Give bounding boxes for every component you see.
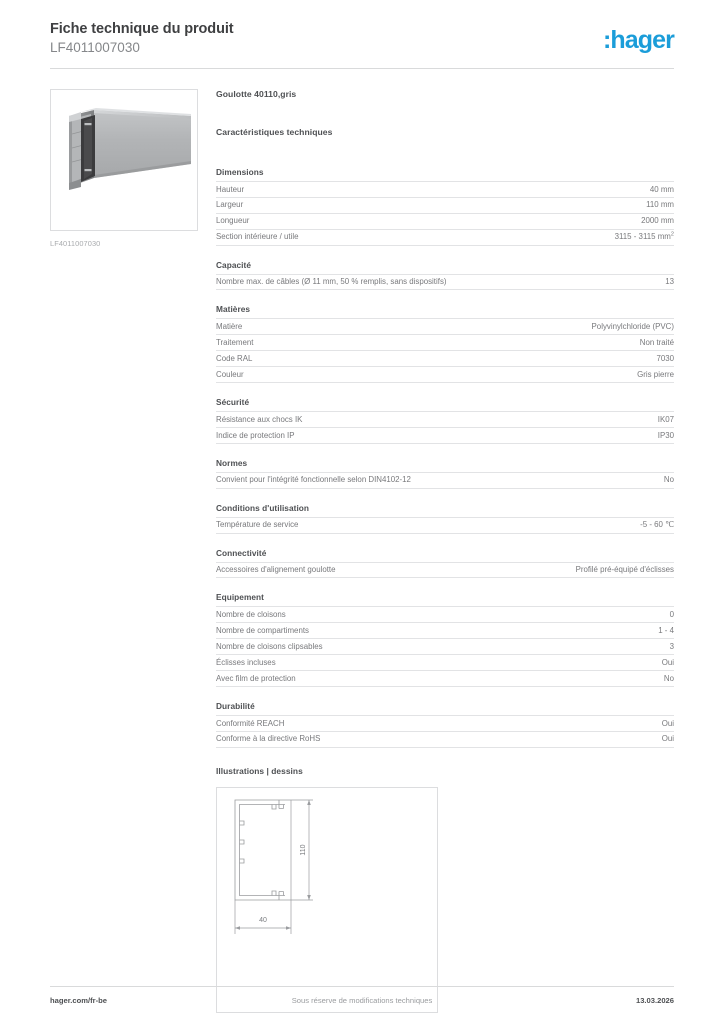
spec-table — [216, 318, 674, 383]
table-row — [216, 562, 674, 578]
spec-label: Nombre de compartiments — [216, 623, 500, 639]
header-divider — [50, 68, 674, 69]
spec-group — [216, 458, 674, 489]
product-photo-frame — [50, 89, 198, 231]
spec-group — [216, 592, 674, 686]
spec-group — [216, 167, 674, 246]
spec-group-title: Capacité — [216, 259, 251, 270]
header-titles — [50, 20, 233, 57]
spec-group — [216, 701, 674, 748]
spec-value: Oui — [500, 715, 674, 731]
spec-label: Éclisses incluses — [216, 655, 500, 671]
spec-value: 110 mm — [500, 197, 674, 213]
product-photo-column — [50, 89, 198, 248]
table-row — [216, 319, 674, 335]
table-row — [216, 517, 674, 533]
footer-divider — [50, 986, 674, 987]
spec-label: Hauteur — [216, 182, 500, 198]
footer-website[interactable]: hager.com/fr-be — [50, 996, 107, 1005]
table-row — [216, 623, 674, 639]
product-photo-caption: LF4011007030 — [50, 239, 101, 248]
table-row — [216, 472, 674, 488]
spec-value: No — [500, 671, 674, 687]
spec-group — [216, 548, 674, 579]
spec-value: Profilé pré-équipé d'éclisses — [500, 562, 674, 578]
spec-group-title: Conditions d'utilisation — [216, 502, 310, 513]
spec-label: Avec film de protection — [216, 671, 500, 687]
spec-group-title: Durabilité — [216, 700, 255, 711]
spec-label: Couleur — [216, 367, 500, 383]
spec-value: No — [500, 472, 674, 488]
spec-table — [216, 411, 674, 444]
spec-group-title: Connectivité — [216, 547, 267, 558]
spec-label: Accessoires d'alignement goulotte — [216, 562, 500, 578]
spec-value: 40 mm — [500, 182, 674, 198]
spec-value-text: 3115 - 3115 mm — [614, 232, 671, 242]
spec-label: Convient pour l'intégrité fonctionnelle selon DIN4102-12 — [216, 472, 500, 488]
spec-groups — [216, 167, 674, 748]
spec-value: 7030 — [500, 351, 674, 367]
spec-value-superscript: 2 — [670, 231, 674, 238]
table-row — [216, 229, 674, 245]
drawing-width-label: 40 — [259, 916, 267, 924]
table-row — [216, 182, 674, 198]
spec-label: Résistance aux chocs IK — [216, 412, 500, 428]
technical-characteristics-heading: Caractéristiques techniques — [216, 127, 333, 137]
spec-table — [216, 606, 674, 686]
table-row — [216, 335, 674, 351]
table-row — [216, 655, 674, 671]
spec-table — [216, 715, 674, 748]
table-row — [216, 274, 674, 290]
spec-value: 0 — [500, 607, 674, 623]
spec-label: Conformité REACH — [216, 715, 500, 731]
spec-label: Nombre max. de câbles (Ø 11 mm, 50 % remplis, sans dispositifs) — [216, 274, 500, 290]
footer-date: 13.03.2026 — [635, 996, 674, 1005]
spec-group-title: Dimensions — [216, 167, 264, 177]
drawing-height-label: 110 — [300, 844, 307, 856]
table-row — [216, 213, 674, 229]
spec-label: Longueur — [216, 213, 500, 229]
illustrations-heading: Illustrations | dessins — [216, 765, 303, 776]
table-row — [216, 351, 674, 367]
spec-label: Matière — [216, 319, 500, 335]
technical-drawing — [217, 788, 437, 1012]
table-row — [216, 639, 674, 655]
table-row — [216, 367, 674, 383]
spec-value: 13 — [500, 274, 674, 290]
spec-value: Polyvinylchloride (PVC) — [500, 319, 674, 335]
spec-label: Largeur — [216, 197, 500, 213]
spec-table — [216, 472, 674, 489]
spec-value: Gris pierre — [500, 367, 674, 383]
specifications-column — [216, 89, 674, 1013]
spec-value: IP30 — [500, 427, 674, 443]
product-reference: LF4011007030 — [50, 40, 140, 55]
table-row — [216, 715, 674, 731]
spec-group-title: Sécurité — [216, 397, 250, 408]
spec-value: 1 - 4 — [500, 623, 674, 639]
product-photo-image — [51, 90, 197, 230]
spec-table — [216, 562, 674, 579]
spec-value: 2000 mm — [500, 213, 674, 229]
footer-disclaimer: Sous réserve de modifications techniques — [291, 996, 433, 1005]
spec-label: Traitement — [216, 335, 500, 351]
spec-group — [216, 397, 674, 444]
spec-value: -5 - 60 ℃ — [500, 517, 674, 533]
spec-label: Code RAL — [216, 351, 500, 367]
spec-group-title: Matières — [216, 304, 251, 315]
product-name: Goulotte 40110,gris — [216, 89, 297, 99]
spec-group — [216, 503, 674, 534]
table-row — [216, 427, 674, 443]
spec-value: 3 — [500, 639, 674, 655]
table-row — [216, 197, 674, 213]
spec-value: IK07 — [500, 412, 674, 428]
table-row — [216, 731, 674, 747]
spec-label: Conforme à la directive RoHS — [216, 731, 500, 747]
hager-logo: :hager — [602, 26, 674, 54]
technical-drawing-frame — [216, 787, 438, 1013]
spec-group-title: Normes — [216, 457, 248, 468]
spec-label: Nombre de cloisons — [216, 607, 500, 623]
page-header — [50, 20, 674, 68]
spec-group — [216, 304, 674, 383]
spec-value: Non traité — [500, 335, 674, 351]
page-title: Fiche technique du produit — [50, 21, 234, 37]
spec-value: Oui — [500, 731, 674, 747]
spec-label: Température de service — [216, 517, 500, 533]
spec-label: Section intérieure / utile — [216, 229, 500, 245]
illustrations-block — [216, 766, 674, 1013]
page-footer — [50, 996, 674, 1010]
spec-table — [216, 274, 674, 291]
spec-group-title: Equipement — [216, 592, 264, 603]
spec-value — [500, 229, 674, 245]
spec-table — [216, 517, 674, 534]
spec-label: Nombre de cloisons clipsables — [216, 639, 500, 655]
spec-value: Oui — [500, 655, 674, 671]
table-row — [216, 671, 674, 687]
spec-label: Indice de protection IP — [216, 427, 500, 443]
spec-table — [216, 181, 674, 246]
table-row — [216, 412, 674, 428]
spec-group — [216, 260, 674, 291]
table-row — [216, 607, 674, 623]
